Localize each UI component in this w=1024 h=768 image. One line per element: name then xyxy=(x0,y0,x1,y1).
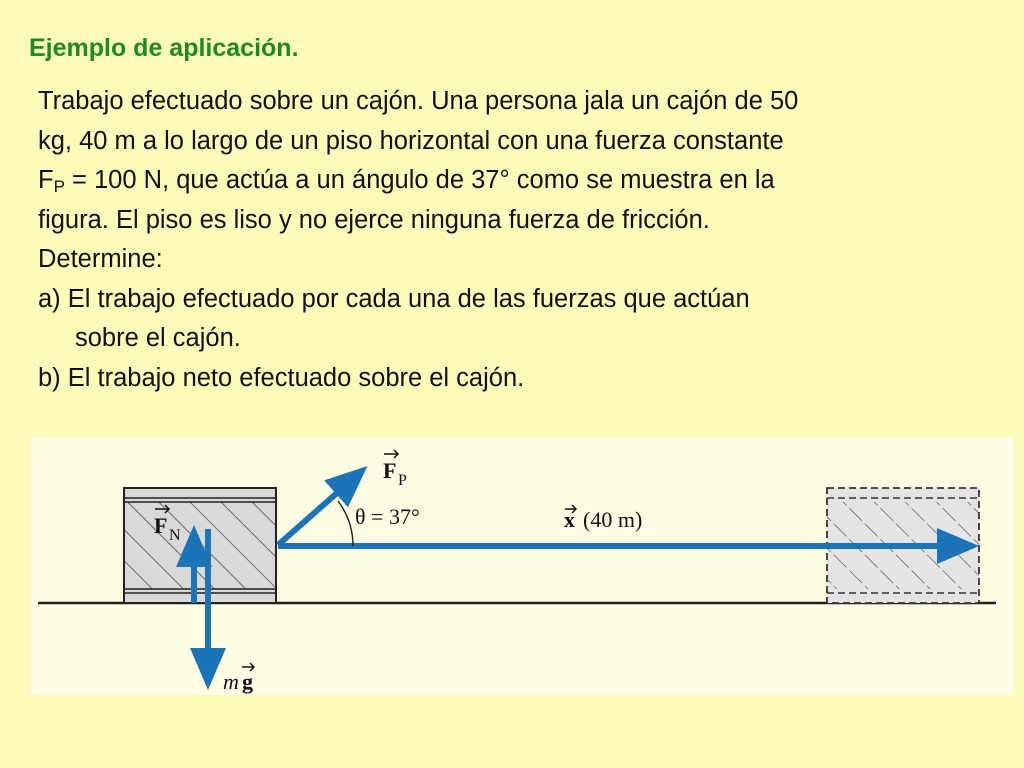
force-diagram-svg xyxy=(31,437,1014,695)
force-diagram xyxy=(31,437,1014,695)
problem-statement xyxy=(38,82,1013,398)
svg-text:F: F xyxy=(154,513,168,538)
statement-line-3-rest: = 100 N, que actúa a un ángulo de 37° como se muestra en la xyxy=(64,166,775,194)
question-a-continued: sobre el cajón. xyxy=(75,324,241,352)
crate xyxy=(124,488,276,603)
angle-arc xyxy=(338,501,353,546)
statement-line-3 xyxy=(38,161,1013,201)
statement-line-1: Trabajo efectuado sobre un cajón. Una persona jala un cajón de 50 xyxy=(38,87,799,115)
svg-text:N: N xyxy=(169,527,181,544)
statement-line-4: figura. El piso es liso y no ejerce ninguna fuerza de fricción. xyxy=(38,205,710,234)
determine-label: Determine: xyxy=(38,245,163,273)
weight-label xyxy=(223,663,254,694)
svg-text:P: P xyxy=(398,472,407,489)
svg-text:(40 m): (40 m) xyxy=(583,507,643,532)
force-symbol: F xyxy=(38,166,54,194)
svg-text:x: x xyxy=(564,507,575,532)
displacement-label xyxy=(564,505,642,532)
svg-text:m: m xyxy=(223,669,239,694)
slide-title: Ejemplo de aplicación. xyxy=(29,34,299,62)
pulling-force-arrow xyxy=(278,470,363,545)
statement-line-2: kg, 40 m a lo largo de un piso horizontal con una fuerza constante xyxy=(38,126,784,155)
svg-text:F: F xyxy=(383,458,397,483)
question-a: a) El trabajo efectuado por cada una de las fuerzas que actúan xyxy=(38,284,750,313)
fp-label xyxy=(383,450,407,489)
force-subscript: P xyxy=(53,177,65,196)
svg-text:g: g xyxy=(242,669,253,694)
angle-label: θ = 37° xyxy=(355,504,420,529)
question-b: b) El trabajo neto efectuado sobre el cajón. xyxy=(38,363,525,392)
